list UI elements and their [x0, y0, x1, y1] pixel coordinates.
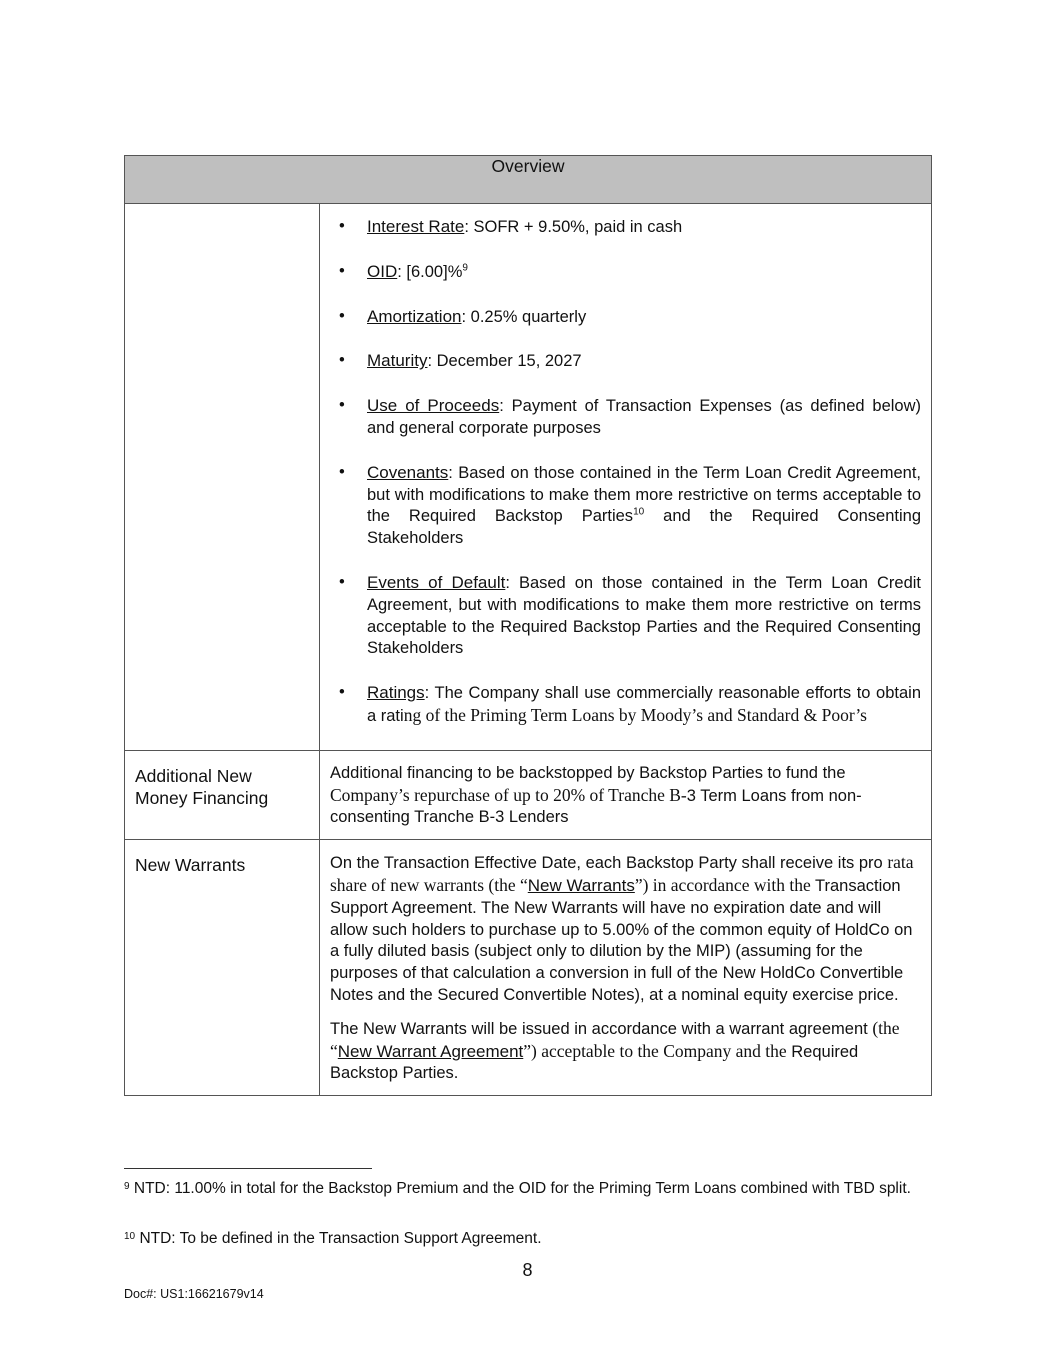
additional-financing-text	[330, 763, 921, 829]
bullet-dot-icon: •	[339, 396, 345, 415]
bullet-dot-icon: •	[339, 261, 345, 280]
term-text: SOFR + 9.50%, paid in cash	[473, 218, 683, 236]
bullet-dot-icon: •	[339, 462, 345, 481]
footnote-10	[124, 1229, 931, 1249]
bullet-maturity	[330, 350, 921, 373]
footnote-ref-10[interactable]: 10	[633, 506, 645, 518]
footnote-9	[124, 1179, 931, 1199]
footnote-number: 10	[124, 1231, 136, 1242]
term-separator: :	[464, 218, 474, 236]
term-text: The Company shall use commercially reasonable efforts to obtain a rati	[367, 684, 922, 725]
table-header: Overview	[125, 156, 932, 204]
overview-bullet-list	[330, 216, 921, 728]
overview-content-cell	[320, 204, 932, 751]
bullet-amortization	[330, 306, 921, 329]
new-warrants-content	[320, 840, 932, 1096]
text-segment-serif: ”) in accordance with the	[634, 874, 811, 895]
term-label: Covenants	[367, 462, 449, 482]
term-label: Events of Default	[367, 572, 506, 592]
term-text: [6.00]%	[406, 262, 463, 281]
bullet-dot-icon: •	[339, 572, 345, 591]
footnote-ref-9[interactable]: 9	[462, 262, 468, 274]
bullet-ratings	[330, 682, 921, 728]
footnote-number: 9	[124, 1181, 130, 1192]
term-label: Use of Proceeds	[367, 396, 500, 416]
term-separator: :	[424, 684, 435, 703]
defined-term: New Warrant Agreement	[337, 1041, 524, 1061]
bullet-dot-icon: •	[339, 306, 345, 325]
row-label: Additional New Money Financing	[125, 750, 320, 839]
page-number: 8	[522, 1260, 533, 1280]
footnote-text: NTD: 11.00% in total for the Backstop Premium and the OID for the Priming Term Loans combined with TBD split.	[133, 1180, 911, 1197]
footnote-text: NTD: To be defined in the Transaction Support Agreement.	[139, 1230, 542, 1247]
document-id: Doc#: US1:16621679v14	[124, 1287, 264, 1301]
bullet-use-of-proceeds	[330, 395, 921, 440]
text-segment-serif: Company’s repurchase of up to 20% of Tranche B-	[330, 784, 687, 805]
term-separator: :	[397, 262, 407, 281]
text-segment: 3 Term Loans from non-consenting Tranche B-3 Lenders	[330, 786, 862, 827]
footnote-separator	[124, 1168, 372, 1169]
term-text: Based on those contained in the Term Loan Credit Agreement, but with modifications to make them more restrictive on terms acceptable to the Required Backstop Parties and the Required Consenting Stakeholders	[367, 573, 921, 658]
bullet-events-of-default	[330, 572, 921, 660]
term-separator: :	[505, 573, 519, 592]
text-segment: On the Transaction Effective Date, each Backstop Party shall receive its pro	[330, 854, 883, 873]
term-label: OID	[367, 261, 398, 281]
text-segment: Required Backstop Parties.	[330, 1042, 859, 1083]
term-text-serif: ng of the Priming Term Loans by Moody’s and Standard & Poor’s	[403, 704, 867, 725]
table-header-row	[125, 156, 932, 204]
term-text: Payment of Transaction Expenses (as defined below) and general corporate purposes	[367, 397, 921, 437]
term-label: Ratings	[367, 683, 425, 703]
new-warrants-paragraph-2	[330, 1018, 921, 1085]
term-sheet-table	[124, 155, 932, 1096]
term-separator: :	[499, 397, 512, 416]
term-text-after: and the Required Consenting Stakeholders	[367, 507, 921, 548]
new-warrants-row	[125, 840, 932, 1096]
text-segment-serif: (the “	[330, 1017, 900, 1061]
text-segment-serif: rata share of new warrants (the “	[330, 852, 914, 895]
term-text: Based on those contained in the Term Loan Credit Agreement, but with modifications to make them more restrictive on terms acceptable to the Required Backstop Parties	[367, 463, 921, 526]
overview-label-cell	[125, 204, 320, 751]
bullet-dot-icon: •	[339, 683, 345, 702]
additional-financing-row	[125, 750, 932, 839]
term-text: December 15, 2027	[436, 352, 582, 371]
text-segment: Additional financing to be backstopped by Backstop Parties to fund the	[330, 763, 846, 782]
bullet-covenants	[330, 462, 921, 550]
bullet-dot-icon: •	[339, 217, 345, 235]
bullet-dot-icon: •	[339, 351, 345, 370]
term-label: Maturity	[367, 351, 428, 371]
row-label: New Warrants	[125, 840, 320, 1096]
text-segment: The New Warrants will be issued in accordance with a warrant agreement	[330, 1019, 868, 1038]
bullet-oid	[330, 261, 921, 284]
defined-term: New Warrants	[527, 875, 635, 895]
term-label: Amortization	[367, 306, 462, 326]
new-warrants-paragraph-1	[330, 852, 921, 1007]
text-segment: Transaction Support Agreement. The New Warrants will have no expiration date and will allow such holders to purchase up to 5.00% of the common equity of HoldCo on a fully diluted basis (subject only to dilution by the MIP) (assuming for the purposes of that calculation a conversion in full of the New HoldCo Convertible Notes and the Secured Convertible Notes), at a nominal equity exercise price.	[330, 876, 913, 1004]
overview-row	[125, 204, 932, 751]
term-separator: :	[448, 463, 459, 482]
bullet-interest-rate	[330, 216, 921, 239]
text-segment-serif: ”) acceptable to the Company and the	[523, 1040, 787, 1061]
term-separator: :	[461, 307, 471, 326]
term-separator: :	[427, 352, 437, 371]
additional-financing-content	[320, 750, 932, 839]
term-text: 0.25% quarterly	[470, 307, 587, 326]
term-label: Interest Rate	[367, 217, 465, 236]
